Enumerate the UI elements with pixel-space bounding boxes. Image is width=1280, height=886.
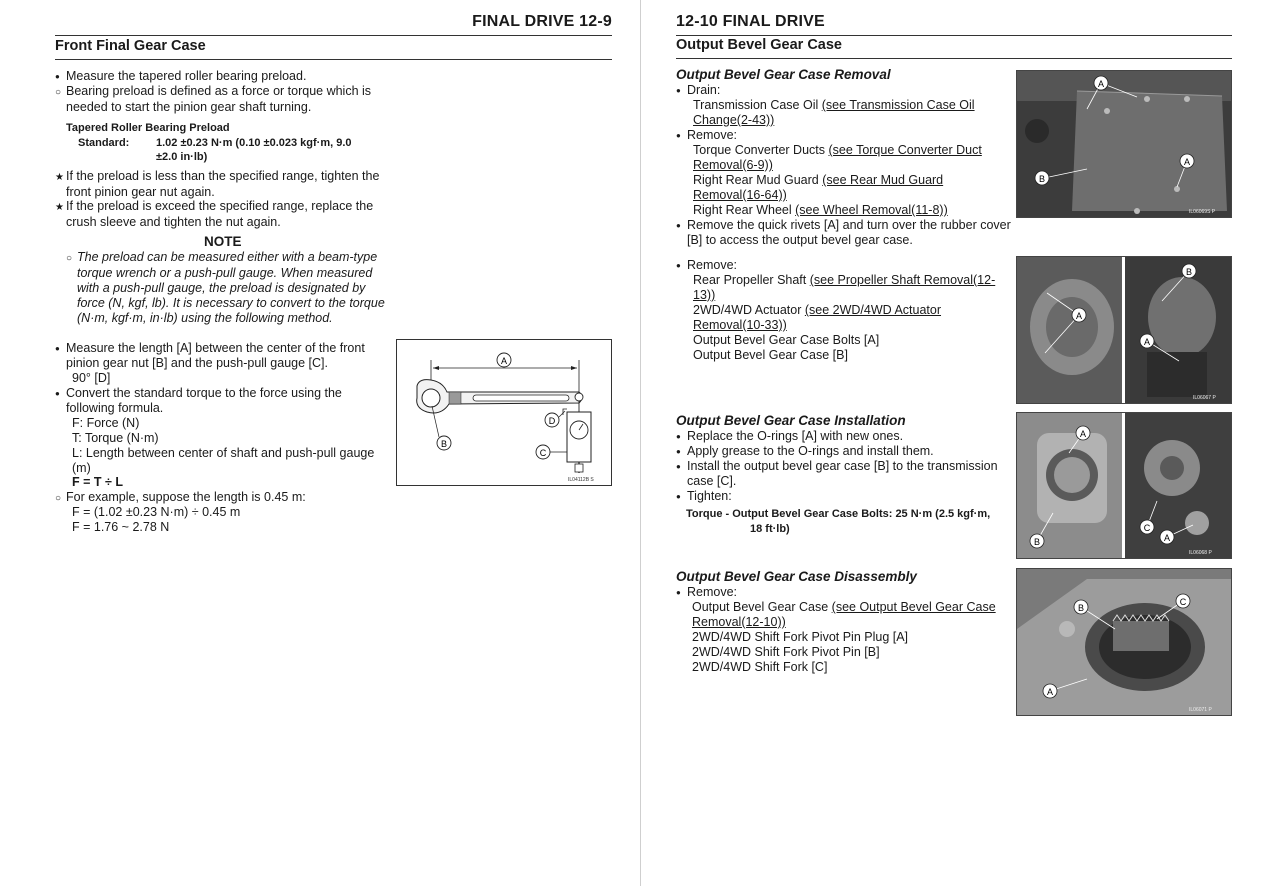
wheel-item: Right Rear Wheel (see Wheel Removal(11-8)): [693, 203, 948, 217]
propeller-item: Rear Propeller Shaft (see Propeller Shaft Removal(12-13)): [693, 273, 996, 302]
wrench-gauge-figure: [396, 339, 612, 486]
preload-bullet: ● Measure the tapered roller bearing preload.: [55, 69, 396, 84]
label-a: A: [1046, 687, 1054, 697]
remove-bullet-2: ● Remove:: [676, 258, 737, 273]
shift-fork-item: 2WD/4WD Shift Fork [C]: [692, 660, 828, 674]
photo-caption: IL06067 P: [1193, 395, 1216, 401]
formula: F = T ÷ L: [72, 475, 123, 489]
photo-rubber-cover: [1016, 70, 1232, 218]
wheel-removal-link[interactable]: (see Wheel Removal(11-8)): [795, 203, 948, 217]
note-text: ○ The preload can be measured either with a beam-type torque wrench or a push-pull gauge. When measured with a push-pull gauge, the preload is designated by force (N, kgf, lb). It is necessary to convert to the torque (N·m, kgf·m, in·lb) using the following method.: [66, 250, 393, 326]
label-a: A: [1079, 429, 1087, 439]
ducts-item: Torque Converter Ducts (see Torque Converter Duct Removal(6-9)): [693, 143, 982, 172]
propeller-link[interactable]: (see Propeller Shaft Removal(12-13)): [693, 273, 996, 302]
photo-caption: IL06068 P: [1189, 550, 1212, 556]
label-d: D: [548, 416, 556, 426]
length-definition: L: Length between center of shaft and push-pull gauge (m): [72, 446, 375, 475]
star-note-low: ★ If the preload is less than the specified range, tighten the front pinion gear nut again.: [55, 169, 393, 200]
mud-guard-item: Right Rear Mud Guard (see Rear Mud Guard Removal(16-64)): [693, 173, 944, 202]
label-c: C: [539, 448, 547, 458]
label-a-2: A: [1143, 337, 1151, 347]
equation-2: F = 1.76 ~ 2.78 N: [72, 520, 170, 534]
label-b: B: [1077, 603, 1085, 613]
header-rule: [55, 35, 612, 36]
case-removal-link[interactable]: (see Output Bevel Gear Case Removal(12-10)): [692, 600, 996, 629]
install-step-2: ● Apply grease to the O-rings and install them.: [676, 444, 934, 459]
page-header: FINAL DRIVE 12-9: [472, 13, 612, 30]
duct-removal-link[interactable]: (see Torque Converter Duct Removal(6-9)): [693, 143, 982, 172]
label-a: A: [1075, 311, 1083, 321]
photo-shift-fork: [1016, 568, 1232, 716]
actuator-item: 2WD/4WD Actuator (see 2WD/4WD Actuator Removal(10-33)): [693, 303, 942, 332]
label-a: A: [500, 356, 508, 366]
figure-caption: IL04112B S: [568, 477, 594, 483]
convert-bullet: ● Convert the standard torque to the force using the following formula.: [55, 386, 393, 416]
oil-change-link[interactable]: (see Transmission Case Oil Change(2-43)): [693, 98, 975, 127]
header-rule: [676, 35, 1232, 36]
bolts-item: Output Bevel Gear Case Bolts [A]: [693, 333, 880, 347]
note-title: NOTE: [204, 234, 242, 249]
installation-title: Output Bevel Gear Case Installation: [676, 413, 906, 428]
torque-spec: Torque - Output Bevel Gear Case Bolts: 25 N·m (2.5 kgf·m,: [686, 508, 991, 520]
torque-spec-cont: 18 ft·lb): [750, 523, 790, 535]
pivot-pin-item: 2WD/4WD Shift Fork Pivot Pin [B]: [692, 645, 880, 659]
section-rule: [676, 58, 1232, 59]
angle-note: 90° [D]: [72, 371, 111, 385]
photo-gear-case-bolts: [1016, 256, 1232, 404]
actuator-link[interactable]: (see 2WD/4WD Actuator Removal(10-33)): [693, 303, 942, 332]
label-c: C: [1179, 597, 1187, 607]
spec-title: Tapered Roller Bearing Preload: [66, 122, 230, 134]
spec-value-cont: ±2.0 in·lb): [156, 151, 208, 163]
drain-bullet: ● Drain:: [676, 83, 720, 98]
label-b: B: [440, 439, 448, 449]
pinion-nut: [422, 389, 440, 407]
measure-bullet: ● Measure the length [A] between the center of the front pinion gear nut [B] and the push-pull gauge [C].: [55, 341, 393, 371]
example-note: ○ For example, suppose the length is 0.45 m:: [55, 490, 393, 506]
section-title: Output Bevel Gear Case: [676, 37, 842, 53]
case-item: Output Bevel Gear Case [B]: [693, 348, 848, 362]
right-page: [641, 0, 1280, 886]
disassembly-remove: ● Remove:: [676, 585, 737, 600]
photo-caption: IL06069S P: [1189, 209, 1216, 215]
install-step-1: ● Replace the O-rings [A] with new ones.: [676, 429, 903, 444]
label-b: B: [1038, 174, 1046, 184]
photo-o-rings: [1016, 412, 1232, 559]
section-rule: [55, 59, 612, 60]
install-step-3: ● Install the output bevel gear case [B] to the transmission case [C].: [676, 459, 1012, 489]
label-b: B: [1033, 537, 1041, 547]
disassembly-case-item: Output Bevel Gear Case (see Output Bevel Gear Case Removal(12-10)): [692, 600, 996, 629]
star-note-high: ★ If the preload is exceed the specified range, replace the crush sleeve and tighten the nut again.: [55, 199, 393, 230]
spec-value: 1.02 ±0.23 N·m (0.10 ±0.023 kgf·m, 9.0: [156, 137, 352, 149]
drain-item: Transmission Case Oil (see Transmission Case Oil Change(2-43)): [693, 98, 975, 127]
torque-definition: T: Torque (N·m): [72, 431, 159, 445]
mud-guard-link[interactable]: (see Rear Mud Guard Removal(16-64)): [693, 173, 944, 202]
photo-caption: IL06071 P: [1189, 707, 1212, 713]
label-a-2: A: [1163, 533, 1171, 543]
removal-title: Output Bevel Gear Case Removal: [676, 67, 891, 82]
label-b: B: [1185, 267, 1193, 277]
pivot-plug-item: 2WD/4WD Shift Fork Pivot Pin Plug [A]: [692, 630, 909, 644]
page-header: 12-10 FINAL DRIVE: [676, 13, 825, 30]
spec-label: Standard:: [78, 137, 130, 149]
equation-1: F = (1.02 ±0.23 N·m) ÷ 0.45 m: [72, 505, 241, 519]
install-step-4: ● Tighten:: [676, 489, 732, 504]
force-definition: F: Force (N): [72, 416, 140, 430]
label-a-2: A: [1183, 157, 1191, 167]
rivets-bullet: ● Remove the quick rivets [A] and turn over the rubber cover [B] to access the output bevel gear case.: [676, 218, 1012, 248]
preload-definition: ○ Bearing preload is defined as a force or torque which is needed to start the pinion gear shaft turning.: [55, 84, 393, 115]
section-title: Front Final Gear Case: [55, 38, 206, 54]
label-a: A: [1097, 79, 1105, 89]
label-c: C: [1143, 523, 1151, 533]
remove-bullet: ● Remove:: [676, 128, 737, 143]
disassembly-title: Output Bevel Gear Case Disassembly: [676, 569, 917, 584]
